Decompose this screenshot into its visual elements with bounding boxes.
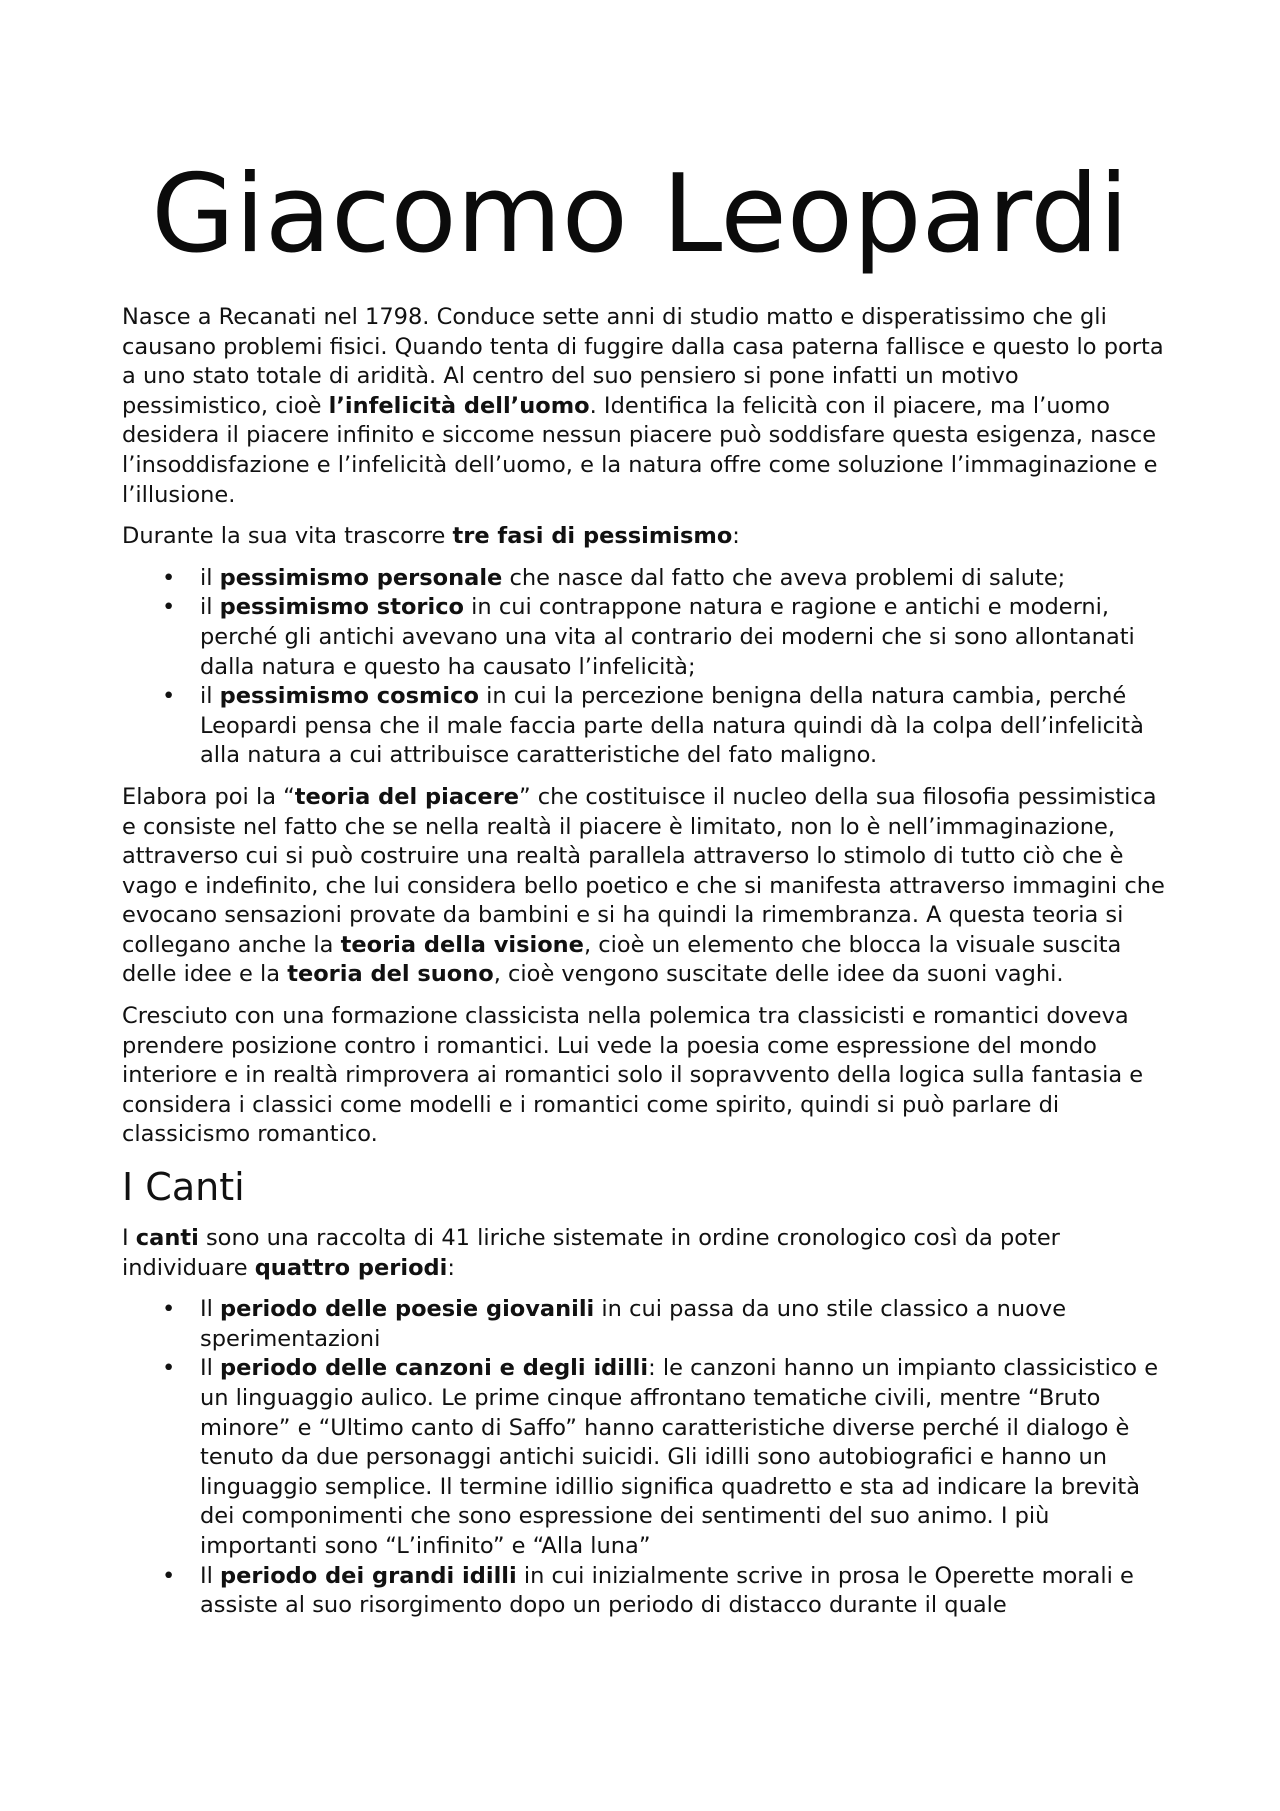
text-run: in cui inizialmente scrive in prosa le Operette morali e assiste al suo risorgimento dopo un periodo di distacco durante il quale bbox=[200, 1562, 1134, 1619]
text-run: , cioè un elemento che blocca la visuale suscita delle idee e la bbox=[122, 931, 1122, 988]
bold-term: periodo delle canzoni e degli idilli bbox=[220, 1355, 649, 1382]
list-item bbox=[122, 593, 1167, 682]
list-item bbox=[122, 682, 1167, 771]
text-run: Il bbox=[200, 1355, 221, 1382]
document-body bbox=[122, 303, 1167, 1633]
text-run: il bbox=[200, 594, 220, 621]
paragraph-canti-intro bbox=[122, 1224, 1167, 1283]
list-item bbox=[122, 1295, 1167, 1354]
bold-term: teoria del piacere bbox=[294, 783, 519, 810]
text-run: Il bbox=[200, 1562, 221, 1589]
bold-term: quattro periodi bbox=[254, 1254, 448, 1281]
bold-term: pessimismo personale bbox=[219, 564, 503, 591]
text-run: I bbox=[122, 1225, 136, 1252]
section-heading-canti: I Canti bbox=[122, 1165, 245, 1210]
text-run: il bbox=[200, 683, 220, 710]
text-run: , cioè vengono suscitate delle idee da suoni vaghi. bbox=[493, 961, 1064, 988]
text-run: Nasce a Recanati nel 1798. Conduce sette anni di studio matto e disperatissimo che gli causano problemi fisici. Quando tenta di fuggire dalla casa paterna fallisce e questo lo porta a uno stato totale di aridità. Al centro del suo pensiero si pone infatti un motivo pessimistico, cioè bbox=[122, 304, 1164, 419]
periods-list bbox=[122, 1295, 1167, 1621]
text-run: . Identifica la felicità con il piacere, ma l’uomo desidera il piacere infinito e siccome nessun piacere può soddisfare questa esigenza, nasce l’insoddisfazione e l’infelicità dell’uomo, e la natura offre come soluzione l’immaginazione e l’illusione. bbox=[122, 392, 1158, 508]
text-run: : le canzoni hanno un impianto classicistico e un linguaggio aulico. Le prime cinque affrontano tematiche civili, mentre “Bruto minore” e “Ultimo canto di Saffo” hanno caratteristiche diverse perché il dialogo è tenuto da due personaggi antichi suicidi. Gli idilli sono autobiografici e hanno un linguaggio semplice. Il termine idillio significa quadretto e sta ad indicare la brevità dei componimenti che sono espressione dei sentimenti del suo animo. I più importanti sono “L’infinito” e “Alla luna” bbox=[200, 1355, 1159, 1559]
bold-term: canti bbox=[135, 1225, 199, 1252]
text-run: in cui passa da uno stile classico a nuove sperimentazioni bbox=[200, 1296, 1067, 1352]
text-run: che nasce dal fatto che aveva problemi di salute; bbox=[502, 564, 1066, 591]
text-run: : bbox=[732, 523, 740, 550]
list-item bbox=[122, 564, 1167, 594]
bold-term: tre fasi di pessimismo bbox=[452, 523, 733, 550]
text-run: : bbox=[447, 1254, 455, 1281]
text-run: sono una raccolta di 41 liriche sistemate in ordine cronologico così da poter individuare bbox=[122, 1225, 1060, 1281]
bold-term: periodo dei grandi idilli bbox=[220, 1562, 517, 1589]
list-item bbox=[122, 1354, 1167, 1561]
bold-term: pessimismo storico bbox=[219, 594, 465, 621]
paragraph-classicismo bbox=[122, 1002, 1167, 1150]
text-run: in cui contrappone natura e ragione e antichi e moderni, perché gli antichi avevano una vita al contrario dei moderni che si sono allontanati dalla natura e questo ha causato l’infelicità; bbox=[200, 594, 1135, 680]
paragraph-teoria-piacere bbox=[122, 783, 1167, 990]
text-run: in cui la percezione benigna della natura cambia, perché Leopardi pensa che il male faccia parte della natura quindi dà la colpa dell’infelicità alla natura a cui attribuisce caratteristiche del fato maligno. bbox=[200, 683, 1144, 769]
text-run: Durante la sua vita trascorre bbox=[122, 523, 453, 550]
phases-list bbox=[122, 564, 1167, 771]
text-run: Il bbox=[200, 1296, 221, 1323]
paragraph-phases-intro bbox=[122, 522, 1167, 552]
page-title: Giacomo Leopardi bbox=[151, 152, 1129, 277]
bold-term: teoria del suono bbox=[287, 961, 494, 988]
bold-term: teoria della visione bbox=[340, 931, 584, 958]
bold-term: periodo delle poesie giovanili bbox=[220, 1296, 595, 1323]
text-run: il bbox=[200, 564, 220, 591]
text-run: Cresciuto con una formazione classicista nella polemica tra classicisti e romantici doveva prendere posizione contro i romantici. Lui vede la poesia come espressione del mondo interiore e in realtà rimprovera ai romantici solo il sopravvento della logica sulla fantasia e considera i classici come modelli e i romantici come spirito, quindi si può parlare di classicismo romantico. bbox=[122, 1003, 1144, 1148]
text-run: ” che costituisce il nucleo della sua filosofia pessimistica e consiste nel fatto che se nella realtà il piacere è limitato, non lo è nell’immaginazione, attraverso cui si può costruire una realtà parallela attraverso lo stimolo di tutto ciò che è vago e indefinito, che lui considera bello poetico e che si manifesta attraverso immagini che evocano sensazioni provate da bambini e si ha quindi la rimembranza. A questa teoria si collegano anche la bbox=[122, 783, 1165, 958]
text-run: Elabora poi la “ bbox=[122, 783, 295, 810]
bold-term: pessimismo cosmico bbox=[219, 683, 479, 710]
list-item bbox=[122, 1562, 1167, 1621]
paragraph-intro bbox=[122, 303, 1167, 510]
bold-term: l’infelicità dell’uomo bbox=[328, 392, 590, 419]
